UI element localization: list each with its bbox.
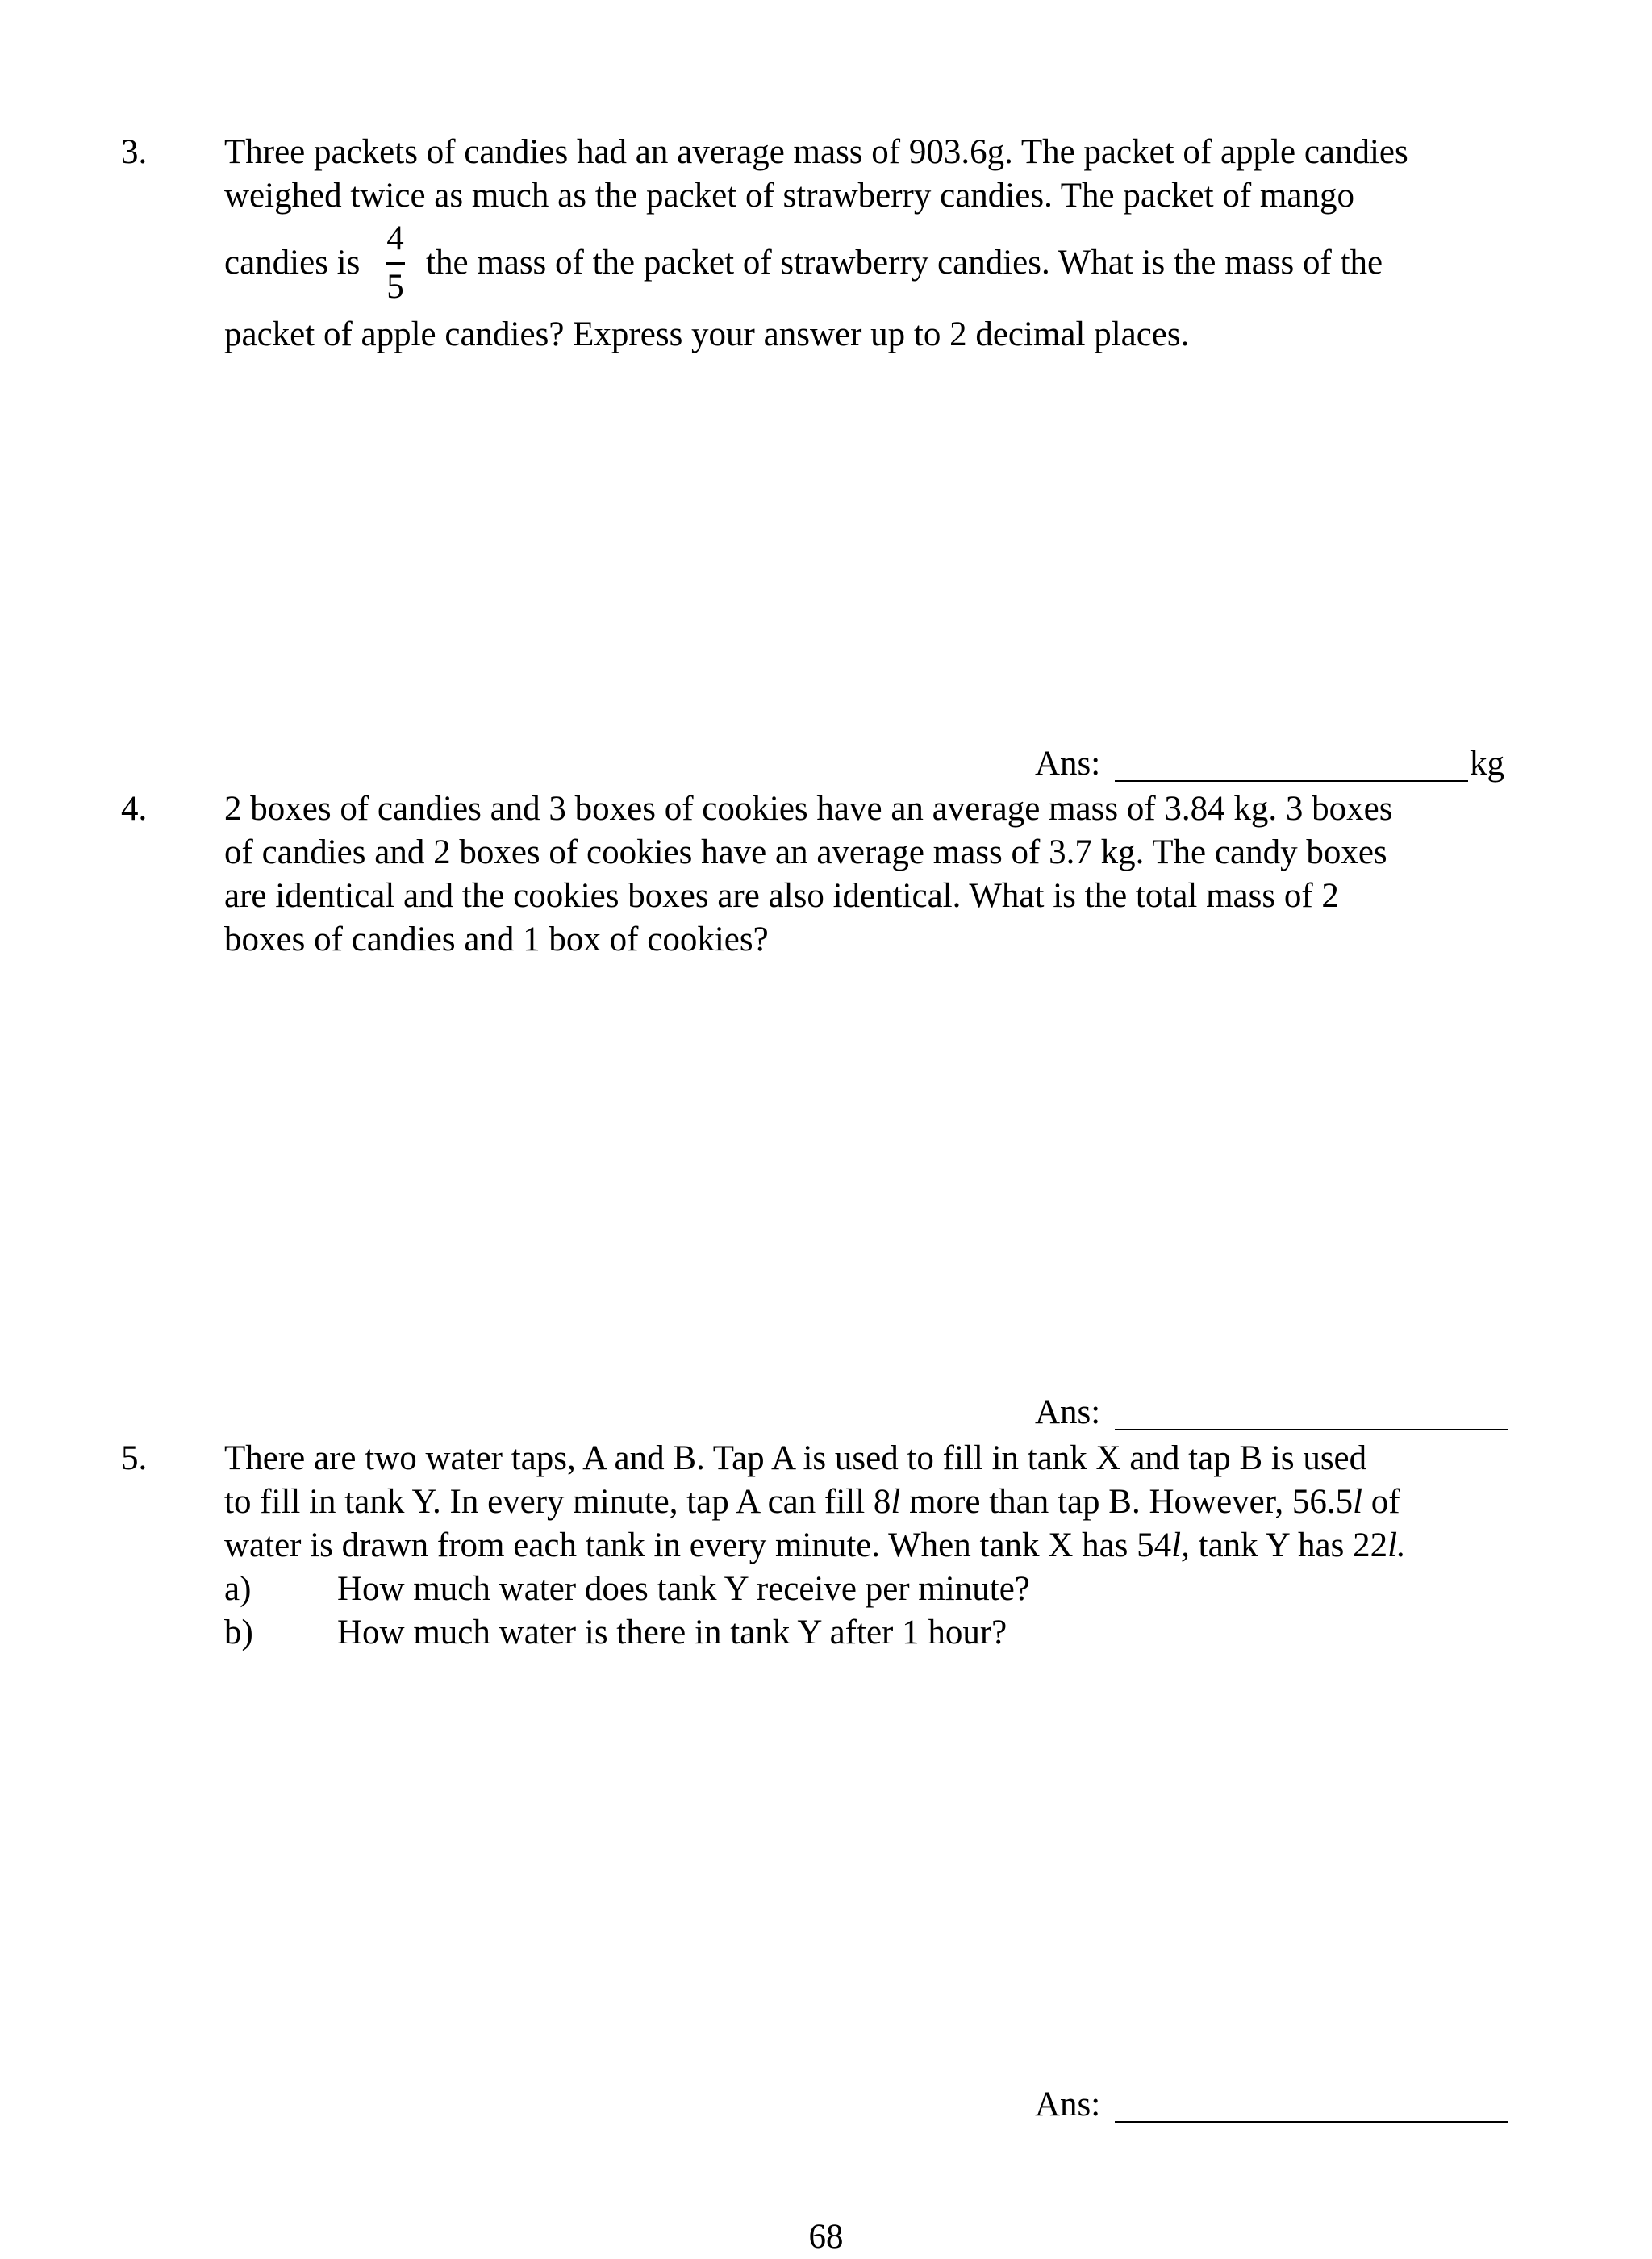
text-segment: of xyxy=(1362,1483,1400,1521)
answer-blank[interactable] xyxy=(1115,1429,1508,1430)
question-text-line: packet of apple candies? Express your answer up to 2 decimal places. xyxy=(224,315,1190,353)
part-a-label: a) xyxy=(224,1570,252,1608)
answer-label: Ans: xyxy=(1035,1393,1101,1431)
answer-label: Ans: xyxy=(1035,2086,1101,2123)
fraction-four-fifths xyxy=(382,221,409,304)
part-b-label: b) xyxy=(224,1614,253,1651)
part-a-text: How much water does tank Y receive per minute? xyxy=(337,1570,1030,1608)
question-number: 3. xyxy=(121,133,148,171)
fraction-denominator: 5 xyxy=(386,268,404,306)
question-text-line: the mass of the packet of strawberry candies. What is the mass of the xyxy=(426,244,1383,282)
answer-label: Ans: xyxy=(1035,745,1101,783)
answer-blank[interactable] xyxy=(1115,2121,1508,2123)
question-text-line: 2 boxes of candies and 3 boxes of cookies have an average mass of 3.84 kg. 3 boxes xyxy=(224,790,1393,828)
question-text-line: Three packets of candies had an average mass of 903.6g. The packet of apple candies xyxy=(224,133,1408,171)
question-number: 5. xyxy=(121,1439,148,1477)
litre-symbol: l, xyxy=(1171,1526,1190,1564)
page-number: 68 xyxy=(808,2218,844,2256)
text-segment: to fill in tank Y. In every minute, tap A can fill 8 xyxy=(224,1483,891,1521)
text-segment: water is drawn from each tank in every minute. When tank X has 54 xyxy=(224,1526,1172,1564)
question-text-line xyxy=(224,1482,1400,1522)
answer-unit: kg xyxy=(1470,745,1504,783)
part-b-text: How much water is there in tank Y after 1 hour? xyxy=(337,1614,1007,1651)
question-number: 4. xyxy=(121,790,148,828)
fraction-numerator: 4 xyxy=(386,219,404,257)
question-text-line: candies is xyxy=(224,244,361,282)
question-text-line: are identical and the cookies boxes are also identical. What is the total mass of 2 xyxy=(224,877,1339,915)
question-text-line: weighed twice as much as the packet of strawberry candies. The packet of mango xyxy=(224,177,1354,215)
litre-symbol: l. xyxy=(1387,1526,1406,1564)
answer-blank[interactable] xyxy=(1115,780,1468,782)
question-text-line: boxes of candies and 1 box of cookies? xyxy=(224,921,769,958)
text-segment: tank Y has 22 xyxy=(1189,1526,1388,1564)
question-text-line: There are two water taps, A and B. Tap A is used to fill in tank X and tap B is used xyxy=(224,1439,1367,1477)
litre-symbol: l xyxy=(1353,1483,1363,1521)
question-text-line xyxy=(224,1526,1406,1565)
text-segment: more than tap B. However, 56.5 xyxy=(900,1483,1354,1521)
question-text-line: of candies and 2 boxes of cookies have an average mass of 3.7 kg. The candy boxes xyxy=(224,833,1387,871)
fraction-bar xyxy=(386,262,405,265)
litre-symbol: l xyxy=(891,1483,901,1521)
